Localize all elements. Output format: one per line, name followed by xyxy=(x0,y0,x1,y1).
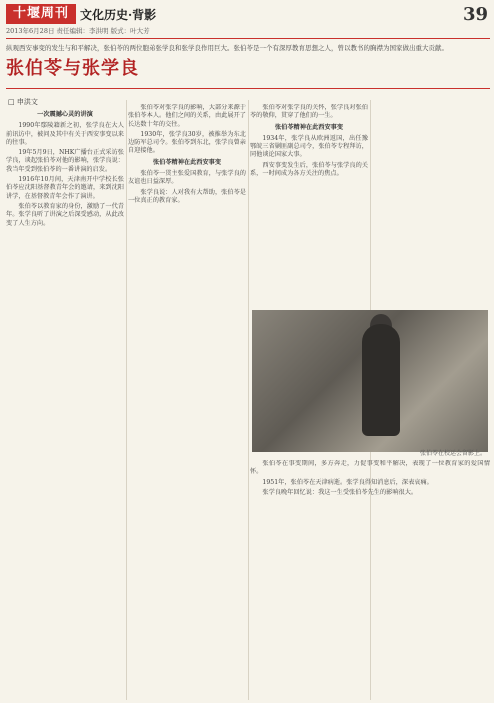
column-1 xyxy=(6,108,124,700)
paragraph: 19年5月9日，NHK广播台正式采访张学良，谈起张伯苓对他的影响，张学良说：我当年受到张伯苓的一番讲演的启发。 xyxy=(6,149,124,173)
title-rule xyxy=(6,88,490,89)
article-deck: 纵观西安事变的发生与和平解决，张伯苓的两位胞弟张学良和张学良作用巨大。张伯苓是一个有深厚教育思想之人，曾以教书的胸襟为国家做出重大贡献。 xyxy=(6,44,448,52)
paragraph: 1916年10月间，天津南开中学校长张伯苓应沈阳基督教青年会的邀请，来到沈阳讲学，在基督教青年会作了演讲。 xyxy=(6,176,124,200)
column-3 xyxy=(250,104,368,304)
column-divider xyxy=(126,100,127,700)
page-number: 39 xyxy=(462,4,488,25)
paragraph: 1930年，张学良30岁，被推举为东北边防军总司令。张伯苓到东北，张学良曾亲自迎接他。 xyxy=(128,130,246,155)
photo-caption: 张伯苓在校运会留影上。 xyxy=(420,450,487,457)
paragraph: 1951年，张伯苓在天津病逝。张学良得知消息后，深表哀痛。 xyxy=(262,478,433,486)
paragraph: 张伯苓对张学良的影响，大部分来源于张伯苓本人。他们之间的关系，由此展开了长达数十年的交往。 xyxy=(128,104,246,128)
subhead: 张伯苓精神在此西安事变 xyxy=(152,158,222,166)
article-title: 张伯苓与张学良 xyxy=(6,58,139,79)
photo-subject-figure xyxy=(362,324,400,436)
paragraph: 张伯苓一贯主张爱国教育，与张学良的友谊也日益深厚。 xyxy=(128,170,246,186)
paragraph: 张学良说：人对我有大帮助，张伯苓是一位真正的教育家。 xyxy=(128,188,246,204)
date-line: 2013年6月28日 责任编辑：李洪明 版式：叶大芳 xyxy=(6,27,150,35)
column-2 xyxy=(128,104,246,700)
paragraph: 1934年，张学良从欧洲返国，出任豫鄂皖三省剿匪副总司令，张伯苓专程拜访，同他谈论国家大事。 xyxy=(250,134,368,159)
header-rule xyxy=(6,38,490,39)
paragraph: 西安事变发生后，张伯苓与张学良的关系，一时间成为各方关注的焦点。 xyxy=(250,161,368,178)
masthead xyxy=(6,4,490,38)
paragraph: 1990年鄢陵籍新之初，张学良在大人前讯访中，被问及其中有关于西安事变以来的往事。 xyxy=(6,122,124,146)
brand-logo: 十堰周刊 xyxy=(6,4,76,24)
paragraph: 张学良晚年回忆说：我这一生受张伯苓先生的影响很大。 xyxy=(262,488,418,496)
subhead: 一次震撼心灵的讲演 xyxy=(37,111,93,118)
paragraph: 张伯苓以教育家的身份，激励了一代青年。张学良听了讲演之后深受感动，从此改变了人生方向。 xyxy=(6,202,124,227)
paragraph: 张伯苓对张学良的关怀，张学良对张伯苓的敬仰，贯穿了他们的一生。 xyxy=(250,104,368,120)
section-name: 文化历史·背影 xyxy=(80,8,157,22)
article-photo xyxy=(252,310,488,452)
column-4 xyxy=(250,460,490,698)
paragraph: 张伯苓在事变期间，多方奔走，力促事变和平解决，表现了一位教育家的爱国情怀。 xyxy=(250,460,490,476)
author-byline: □ 申洪文 xyxy=(8,98,38,106)
column-divider xyxy=(248,100,249,700)
subhead: 张伯苓精神在此西安事变 xyxy=(274,123,344,131)
